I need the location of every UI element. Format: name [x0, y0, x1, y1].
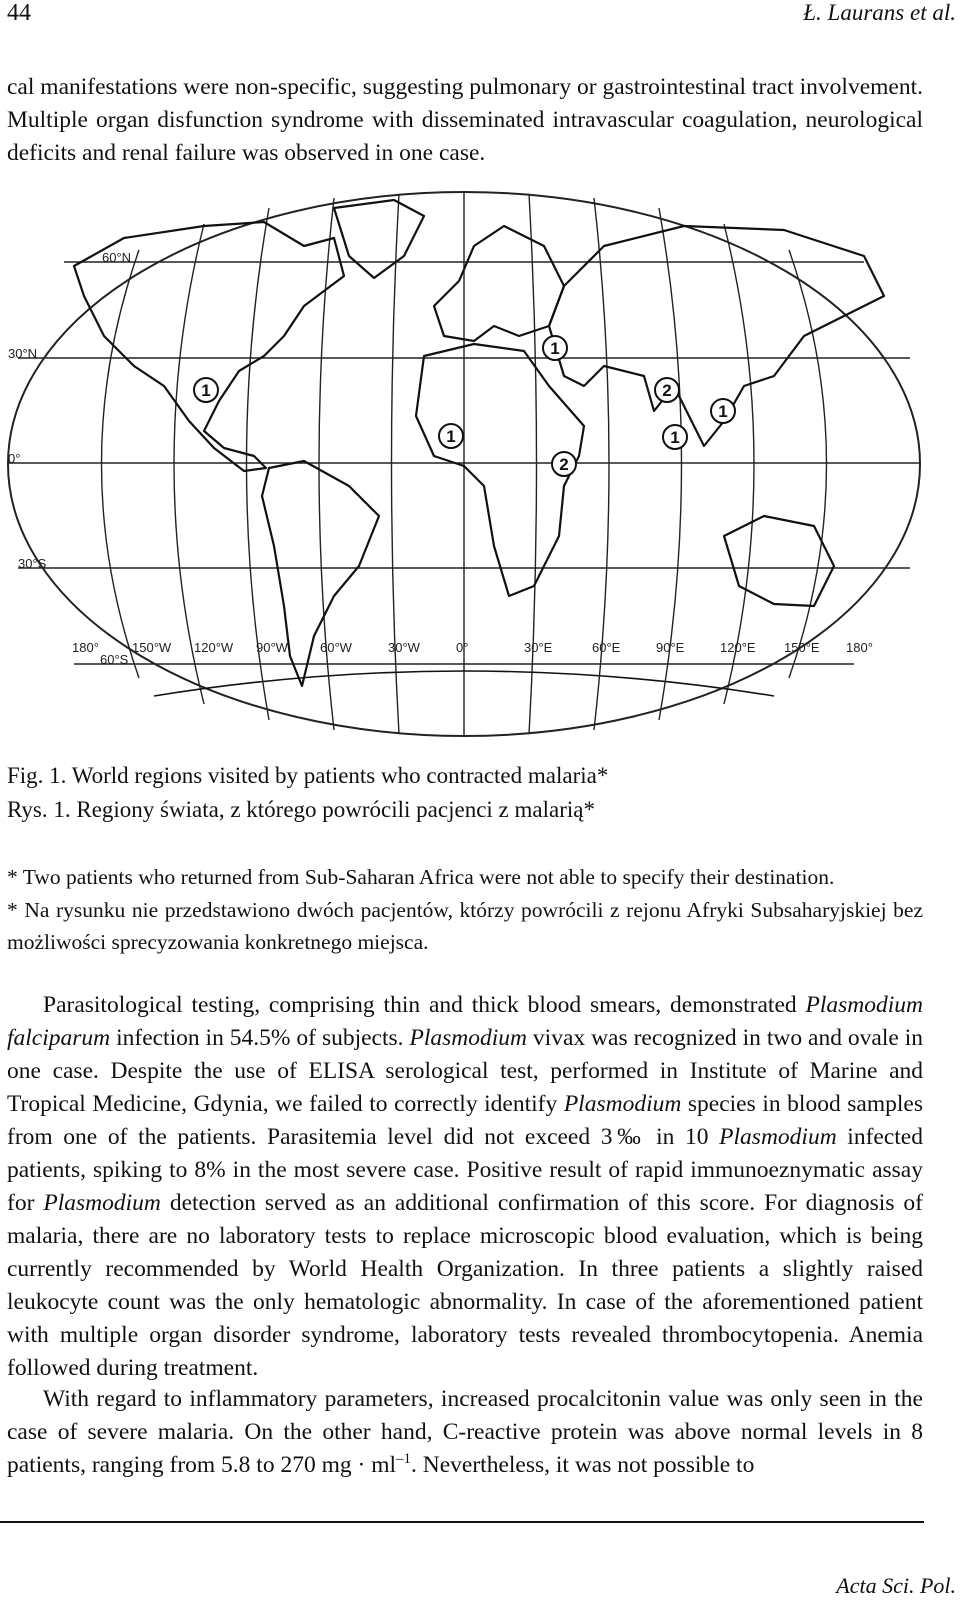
svg-text:1: 1 [550, 339, 560, 358]
world-map-figure [4, 186, 924, 742]
journal-footer: Acta Sci. Pol. [836, 1573, 956, 1598]
body-paragraph-1: Parasitological testing, comprising thin and thick blood smears, demonstrated Plasmodium falciparum infection in 54.5% of subjects. Plasmodium vivax was recognized in two and ovale in one case. Despite the use of ELISA serological test, performed in Institute of Marine and Tropical Medicine, Gdynia, we failed to correctly identify Plasmodium species in blood samples from one of the patients. Parasitemia level did not exceed 3‰ in 10 Plasmodium infected patients, spiking to 8% in the most severe case. Positive result of rapid immunoeznymatic assay for Plasmodium detection served as an additional confirmation of this score. For diagnosis of malaria, there are no laboratory tests to replace microscopic blood evaluation, which is being currently recommended by World Health Organization. In three patients a slightly raised leukocyte count was the only hematologic abnormality. In case of the aforementioned patient with multiple organ disorder syndrome, laboratory tests revealed thrombocytopenia. Anemia followed during treatment. [7, 992, 923, 1381]
longitude-label: 90°E [656, 640, 685, 655]
svg-text:1: 1 [446, 427, 456, 446]
europe-outline [434, 226, 564, 341]
case-count-marker [655, 378, 679, 402]
longitude-label: 60°E [592, 640, 621, 655]
body-paragraph-2: With regard to inflammatory parameters, increased procalcitonin value was only seen in the case of severe malaria. On the other hand, C-reactive protein was above normal levels in 8 patients, ranging from 5.8 to 270 mg · $ml^{-1}$. Nevertheless, it was not possible to [7, 1386, 923, 1478]
longitude-label: 120°W [194, 640, 234, 655]
svg-text:1: 1 [201, 381, 211, 400]
running-header-authors: Ł. Laurans et al. [803, 0, 956, 25]
longitude-label: 30°W [388, 640, 420, 655]
case-count-marker [711, 399, 735, 423]
longitude-label: 150°E [784, 640, 820, 655]
svg-text:2: 2 [662, 381, 672, 400]
longitude-label: 150°W [132, 640, 172, 655]
latitude-label: 30°S [18, 556, 47, 571]
latitude-label: 60°N [102, 250, 132, 265]
case-count-marker [439, 424, 463, 448]
footer-rule [0, 1521, 924, 1523]
figure-note-pl: * Na rysunku nie przedstawiono dwóch pacjentów, którzy powrócili z rejonu Afryki Subsaharyjskiej bez możliwości sprecyzowania konkretnego miejsca. [7, 898, 923, 954]
svg-text:2: 2 [559, 455, 569, 474]
latitude-label: 0° [8, 451, 21, 466]
latitude-label: 30°N [8, 346, 38, 361]
case-count-marker [194, 378, 218, 402]
longitude-label: 120°E [720, 640, 756, 655]
longitude-label: 30°E [524, 640, 553, 655]
svg-text:1: 1 [718, 402, 728, 421]
australia-outline [724, 516, 834, 606]
figure-caption-pl: Rys. 1. Regiony świata, z którego powrócili pacjenci z malarią* [7, 797, 595, 822]
longitude-label: 0° [456, 640, 469, 655]
longitude-label: 180° [72, 640, 99, 655]
intro-paragraph: cal manifestations were non-specific, suggesting pulmonary or gastrointestinal tract involvement. Multiple organ disfunction syndrome with disseminated intravascular coagulation, neurological deficits and renal failure was observed in one case. [7, 74, 923, 166]
longitude-label: 60°W [320, 640, 352, 655]
svg-text:1: 1 [670, 428, 680, 447]
greenland-outline [334, 200, 424, 278]
case-count-marker [663, 425, 687, 449]
longitude-label: 180° [846, 640, 873, 655]
figure-caption-en: Fig. 1. World regions visited by patients who contracted malaria* [7, 763, 609, 788]
case-count-marker [543, 336, 567, 360]
longitude-label: 90°W [256, 640, 288, 655]
latitude-label: 60°S [100, 652, 129, 667]
page-number: 44 [7, 0, 31, 26]
case-count-marker [552, 452, 576, 476]
figure-note-en: * Two patients who returned from Sub-Saharan Africa were not able to specify their destination. [7, 865, 835, 889]
